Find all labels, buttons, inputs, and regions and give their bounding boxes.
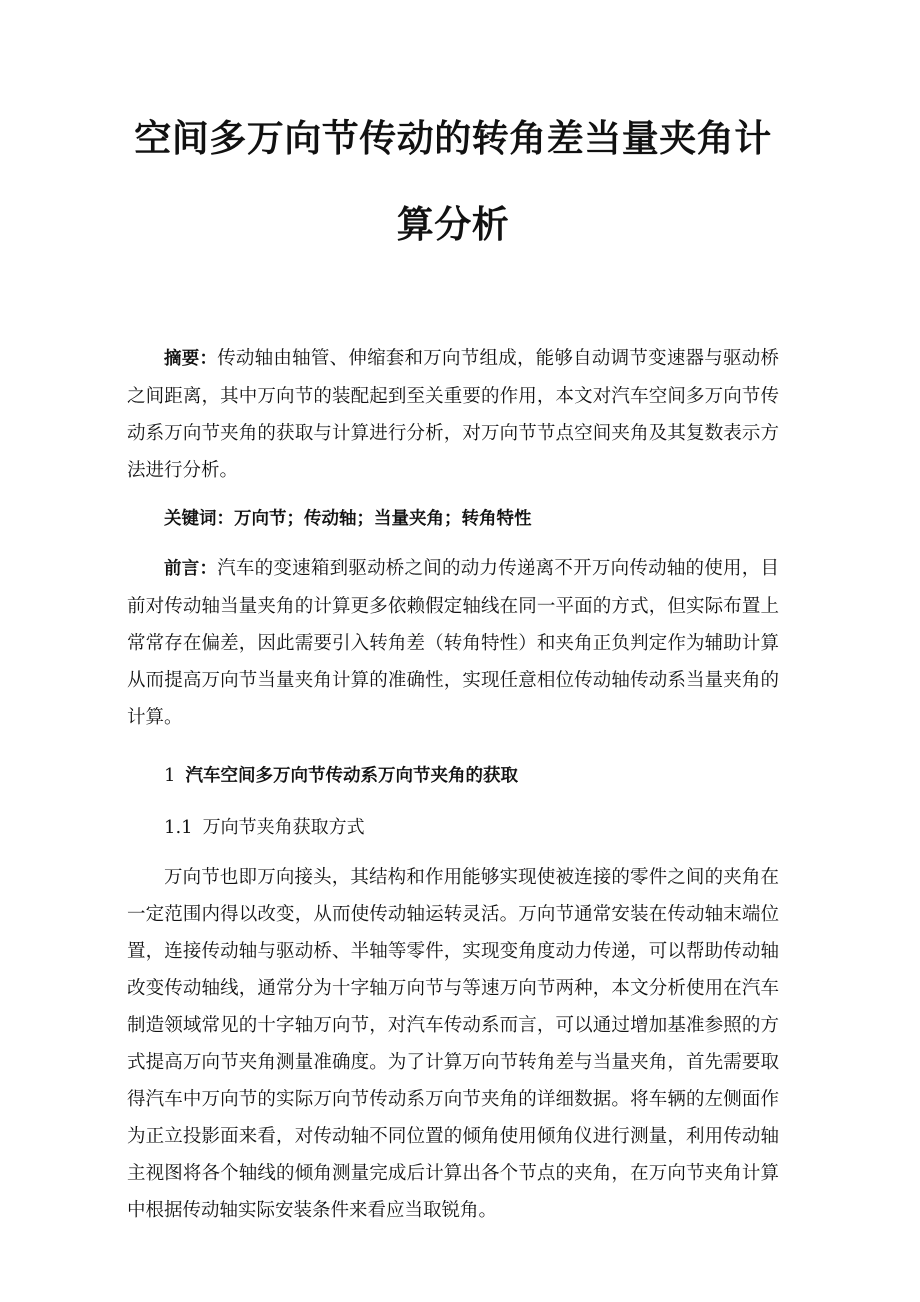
section-number: 1 [164, 765, 176, 786]
subsection-heading-1-1 [127, 809, 779, 846]
subsection-number: 1.1 [164, 817, 193, 838]
preface-paragraph [127, 550, 779, 736]
preface-label: 前言： [164, 559, 218, 579]
section-title: 汽车空间多万向节传动系万向节夹角的获取 [185, 766, 518, 786]
keywords-line: 关键词：万向节；传动轴；当量夹角；转角特性 [164, 509, 532, 529]
body-paragraph: 万向节也即万向接头，其结构和作用能够实现使被连接的零件之间的夹角在一定范围内得以改变，从而使传动轴运转灵活。万向节通常安装在传动轴末端位置，连接传动轴与驱动桥、半轴等零件，实现变角度动力传递，可以帮助传动轴改变传动轴线，通常分为十字轴万向节与等速万向节两种，本文分析使用在汽车制造领域常见的十字轴万向节，对汽车传动系而言，可以通过增加基准参照的方式提高万向节夹角测量准确度。为了计算万向节转角差与当量夹角，首先需要取得汽车中万向节的实际万向节传动系万向节夹角的详细数据。将车辆的左侧面作为正立投影面来看，对传动轴不同位置的倾角使用倾角仪进行测量，利用传动轴主视图将各个轴线的倾角测量完成后计算出各个节点的夹角，在万向节夹角计算中根据传动轴实际安装条件来看应当取锐角。 [127, 867, 779, 1221]
subsection-title: 万向节夹角获取方式 [202, 817, 365, 838]
paper-title: 空间多万向节传动的转角差当量夹角计算分析 [134, 117, 772, 246]
abstract-label: 摘要： [164, 349, 218, 369]
preface-text: 汽车的变速箱到驱动桥之间的动力传递离不开万向传动轴的使用，目前对传动轴当量夹角的计算更多依赖假定轴线在同一平面的方式，但实际布置上常常存在偏差，因此需要引入转角差（转角特性）和夹角正负判定作为辅助计算从而提高万向节当量夹角计算的准确性，实现任意相位传动轴传动系当量夹角的计算。 [127, 558, 779, 728]
abstract-paragraph [127, 340, 779, 489]
section-heading-1 [127, 757, 779, 795]
abstract-text: 传动轴由轴管、伸缩套和万向节组成，能够自动调节变速器与驱动桥之间距离，其中万向节的装配起到至关重要的作用，本文对汽车空间多万向节传动系万向节夹角的获取与计算进行分析，对万向节节点空间夹角及其复数表示方法进行分析。 [127, 348, 779, 481]
